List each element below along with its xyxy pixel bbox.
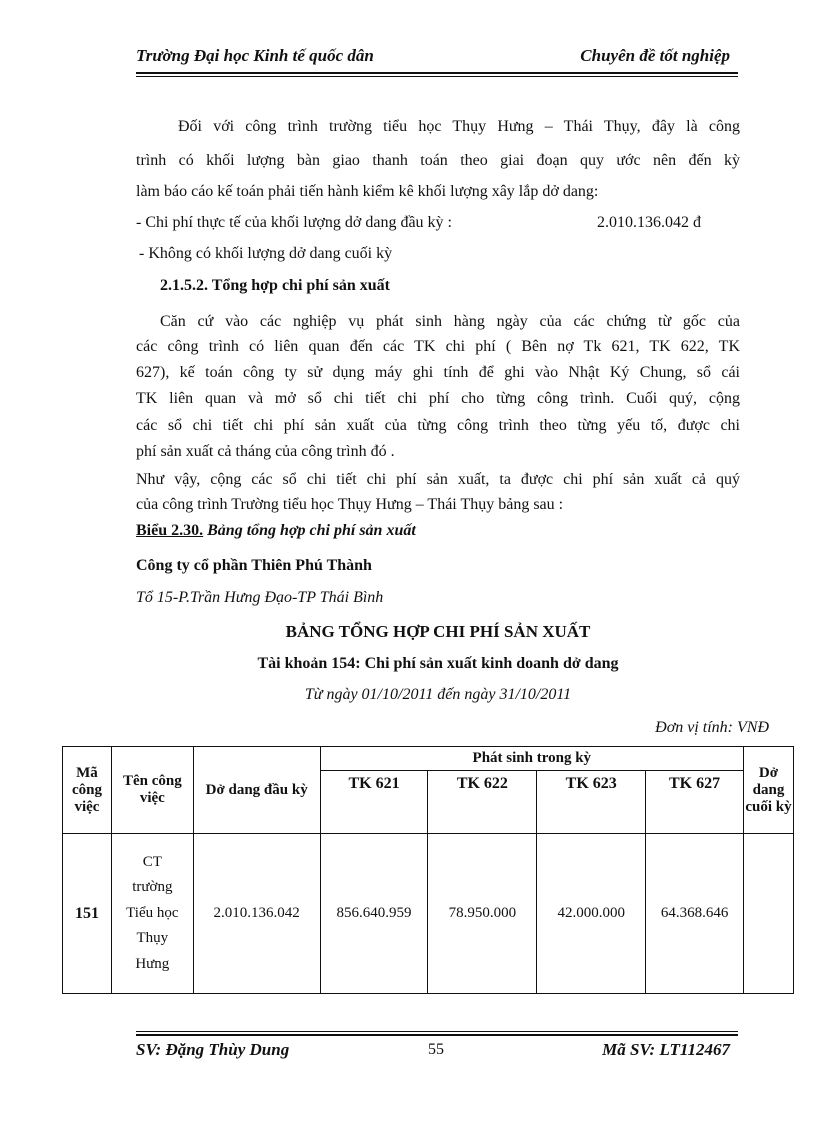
- table-row: [63, 834, 794, 994]
- closing-wip-note: - Không có khối lượng dở dang cuối kỳ: [139, 245, 393, 262]
- report-subtitle: Tài khoản 154: Chi phí sản xuất kinh doanh dở dang: [257, 655, 619, 672]
- paragraph1-line1: Đối với công trình trường tiểu học Thụy Hưng – Thái Thụy, đây là công: [178, 118, 740, 135]
- opening-wip-label: - Chi phí thực tế của khối lượng dở dang đầu kỳ :: [136, 214, 452, 231]
- row-name: [111, 834, 193, 994]
- report-unit: Đơn vị tính: VNĐ: [655, 719, 769, 736]
- paragraph2-line2: các công trình có liên quan đến các TK chi phí ( Bên nợ Tk 621, TK 622, TK: [136, 338, 740, 355]
- footer-page-number: 55: [428, 1041, 444, 1058]
- row-name-line: Hưng: [135, 955, 170, 972]
- row-tk623: 42.000.000: [537, 834, 646, 994]
- paragraph1-line2: trình có khối lượng bàn giao thanh toán theo giai đoạn quy ước nên đến kỳ: [136, 152, 740, 169]
- header-code: Mã công việc: [63, 747, 112, 834]
- header-document-type: Chuyên đề tốt nghiệp: [580, 46, 730, 65]
- cost-summary-table: [62, 746, 794, 994]
- paragraph2-line1: Căn cứ vào các nghiệp vụ phát sinh hàng ngày của các chứng từ gốc của: [160, 313, 740, 330]
- header-tk622: TK 622: [428, 771, 537, 834]
- row-name-line: trường: [132, 879, 173, 896]
- header-tk623: TK 623: [537, 771, 646, 834]
- table-caption: Biểu 2.30. Bảng tổng hợp chi phí sản xuất: [136, 522, 416, 539]
- header-rule-thin: [136, 76, 738, 77]
- footer-student-name: SV: Đặng Thùy Dung: [136, 1040, 290, 1059]
- header-rule-thick: [136, 72, 738, 74]
- header-tk621: TK 621: [320, 771, 428, 834]
- paragraph3-line1: Như vậy, cộng các sổ chi tiết chi phí sản xuất, ta được chi phí sản xuất cả quý: [136, 471, 740, 488]
- row-code: 151: [63, 834, 112, 994]
- header-opening: Dở dang đầu kỳ: [193, 747, 320, 834]
- row-name-line: Thụy: [136, 930, 169, 947]
- row-name-line: CT: [142, 853, 162, 870]
- paragraph2-line6: phí sản xuất cả tháng của công trình đó .: [136, 443, 395, 460]
- row-closing: [744, 834, 794, 994]
- paragraph1-line3: làm báo cáo kế toán phải tiến hành kiểm kê khối lượng xây lắp dở dang:: [136, 183, 599, 200]
- opening-wip-value: 2.010.136.042 đ: [597, 214, 701, 231]
- row-tk622: 78.950.000: [428, 834, 537, 994]
- footer-student-id: Mã SV: LT112467: [602, 1040, 730, 1059]
- company-address: Tổ 15-P.Trần Hưng Đạo-TP Thái Bình: [136, 589, 384, 606]
- row-tk621: 856.640.959: [320, 834, 428, 994]
- header-school-name: Trường Đại học Kinh tế quốc dân: [136, 46, 374, 65]
- report-title: BẢNG TỔNG HỢP CHI PHÍ SẢN XUẤT: [285, 622, 591, 641]
- row-name-line: Tiểu học: [126, 904, 179, 921]
- paragraph2-line3: 627), kế toán công ty sử dụng máy ghi tính để ghi vào Nhật Ký Chung, sổ cái: [136, 364, 740, 381]
- header-name: Tên công việc: [111, 747, 193, 834]
- footer-rule-thin: [136, 1031, 738, 1032]
- row-opening: 2.010.136.042: [193, 834, 320, 994]
- footer-rule-thick: [136, 1034, 738, 1036]
- paragraph2-line5: các sổ chi tiết chi phí sản xuất của từng công trình theo từng yếu tố, được chi: [136, 417, 740, 434]
- header-incurred: Phát sinh trong kỳ: [320, 747, 743, 771]
- company-name: Công ty cổ phần Thiên Phú Thành: [136, 557, 372, 574]
- header-closing: Dở dang cuối kỳ: [744, 747, 794, 834]
- row-tk627: 64.368.646: [646, 834, 744, 994]
- paragraph2-line4: TK liên quan và mở sổ chi tiết chi phí cho từng công trình. Cuối quý, cộng: [136, 390, 740, 407]
- header-tk627: TK 627: [646, 771, 744, 834]
- section-heading: 2.1.5.2. Tổng hợp chi phí sản xuất: [160, 277, 390, 294]
- report-period: Từ ngày 01/10/2011 đến ngày 31/10/2011: [304, 686, 572, 703]
- paragraph3-line2: của công trình Trường tiểu học Thụy Hưng – Thái Thụy bảng sau :: [136, 496, 564, 513]
